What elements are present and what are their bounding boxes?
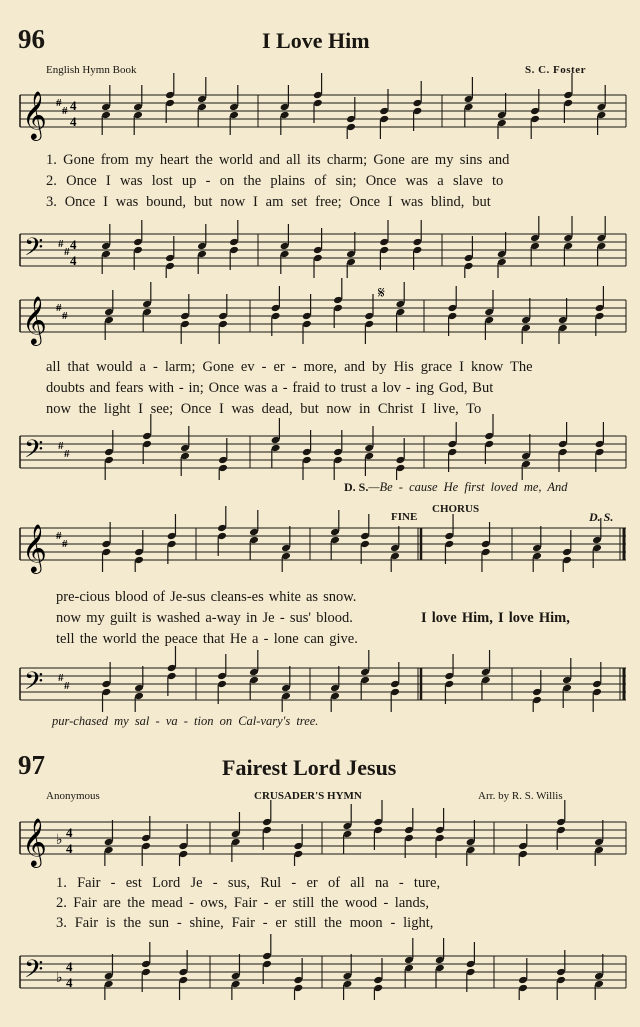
segno-icon: 𝄋 [378,283,385,302]
bass-clef-icon: 𝄢 [24,233,44,268]
chorus-mark: CHORUS [432,503,480,515]
lyric-line-verse2: 2. Once I was lost up - on the plains of sin; Once was a slave to [46,173,504,189]
hymn-arranger: Arr. by R. S. Willis [478,790,563,802]
svg-text:4: 4 [70,98,77,113]
svg-text:#: # [62,310,68,322]
treble-staff [0,518,640,578]
ds-label: D. S. [344,480,369,494]
fine-mark: FINE [391,511,418,523]
bass-clef-icon: 𝄢 [24,955,44,990]
hymn-title: I Love Him [262,28,370,53]
lyric-line-verse3: now the light I see; Once I was dead, but now in Christ I live, To [46,401,482,417]
lyric-line-verse1: all that would a - larm; Gone ev - er - more, and by His grace I know The [46,359,533,375]
lyric-line-verse3: 3. Once I was bound, but now I am set free; Once I was blind, but [46,194,491,210]
svg-text:#: # [62,105,68,117]
treble-clef-icon: 𝄞 [22,523,47,572]
svg-text:#: # [56,302,62,314]
svg-text:#: # [56,97,62,109]
svg-text:#: # [58,440,64,452]
svg-text:4: 4 [66,825,73,840]
treble-staff [0,812,640,872]
hymn-number: 97 [18,750,45,780]
lyric-line-verse2: doubts and fears with - in; Once was a - fraid to trust a lov - ing God, But [46,380,494,396]
treble-clef-icon: 𝄞 [22,817,47,866]
hymn-number: 96 [18,24,45,54]
lyric-line-verse2: now my guilt is washed a-way in Je - sus' blood. [56,610,353,626]
svg-text:4: 4 [70,253,77,268]
svg-text:#: # [62,538,68,550]
svg-text:4: 4 [66,959,73,974]
lyric-line-verse1: 1. Fair - est Lord Je - sus, Rul - er of all na - ture, [56,875,441,891]
lyric-line-verse3: tell the world the peace that He a - lone can give. [56,631,358,647]
bass-staff [0,944,640,1024]
svg-text:#: # [64,680,70,692]
bass-staff [0,424,640,484]
svg-text:4: 4 [66,975,73,990]
hymn-composer: S. C. Foster [525,64,586,76]
hymn-tune: CRUSADER'S HYMN [254,790,362,802]
treble-staff [0,85,640,145]
treble-staff [0,283,640,350]
svg-text:4: 4 [70,114,77,129]
ds-lyric-line: D. S.—Be - cause He first loved me, And [344,480,568,494]
treble-clef-icon: 𝄞 [22,90,47,139]
hymn-author: Anonymous [46,790,100,802]
ds-lyric-line: pur-chased my sal - va - tion on Cal-vary's tree. [52,714,319,728]
lyric-line-verse1: 1. Gone from my heart the world and all its charm; Gone are my sins and [46,152,510,168]
svg-text:4: 4 [66,841,73,856]
svg-text:♭: ♭ [56,971,63,986]
svg-text:♭: ♭ [56,833,63,848]
ds-mark: D. S. [589,510,614,524]
hymn-source: English Hymn Book [46,64,137,76]
svg-text:#: # [64,246,70,258]
lyric-line-verse3: 3. Fair is the sun - shine, Fair - er still the moon - light, [56,915,434,931]
chorus-lyric-line: I love Him, I love Him, [421,610,570,626]
bass-clef-icon: 𝄢 [24,667,44,702]
treble-clef-icon: 𝄞 [22,295,47,344]
bass-staff [0,222,640,282]
hymn-title: Fairest Lord Jesus [222,755,397,780]
bass-clef-icon: 𝄢 [24,435,44,470]
lyric-line-verse1: pre-cious blood of Je-sus cleans-es white as snow. [56,589,357,605]
svg-text:#: # [56,530,62,542]
svg-text:#: # [64,448,70,460]
bass-staff [0,656,640,716]
svg-text:#: # [58,238,64,250]
svg-text:#: # [58,672,64,684]
svg-text:4: 4 [70,237,77,252]
lyric-line-verse2: 2. Fair are the mead - ows, Fair - er still the wood - lands, [56,895,430,911]
ds-text: Be - cause He first loved me, And [379,480,568,494]
